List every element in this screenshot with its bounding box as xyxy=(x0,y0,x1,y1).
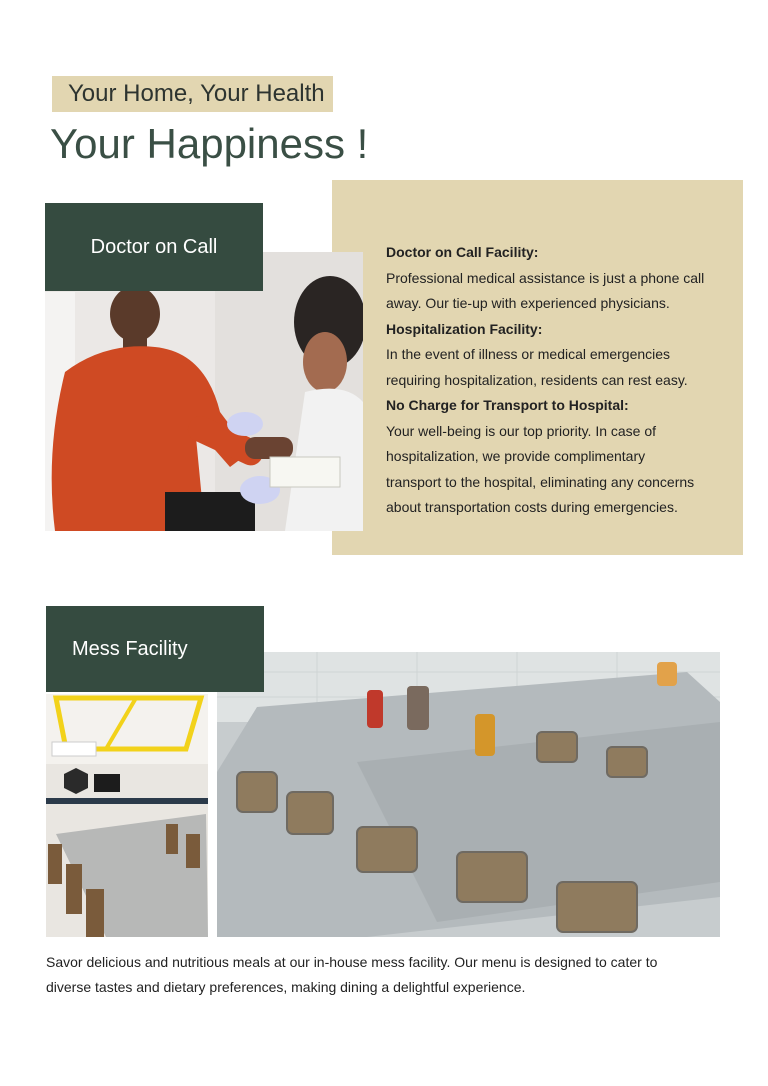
mess-description-line: diverse tastes and dietary preferences, making dining a delightful experience. xyxy=(46,979,526,995)
doctor-on-call-label: Doctor on Call xyxy=(45,203,263,291)
transport-line: hospitalization, we provide complimentary xyxy=(386,448,646,464)
transport-line: transport to the hospital, eliminating any concerns xyxy=(386,473,695,490)
mess-description xyxy=(46,950,726,1000)
mess-hall-photo xyxy=(46,694,208,937)
transport-heading: No Charge for Transport to Hospital: xyxy=(386,397,629,413)
doctor-facility-line: away. Our tie-up with experienced physicians. xyxy=(386,295,670,311)
transport-line: about transportation costs during emergencies. xyxy=(386,499,678,515)
transport-line: Your well-being is our top priority. In case of xyxy=(386,422,657,439)
tagline-banner: Your Home, Your Health xyxy=(52,76,333,112)
mess-tables-photo xyxy=(217,652,720,937)
hospitalization-heading: Hospitalization Facility: xyxy=(386,320,543,337)
page-headline: Your Happiness ! xyxy=(50,120,369,167)
doctor-patient-photo xyxy=(45,252,363,531)
hospitalization-line: In the event of illness or medical emergencies xyxy=(386,346,671,362)
mess-description-line: Savor delicious and nutritious meals at our in-house mess facility. Our menu is designed to cater to xyxy=(46,954,658,970)
doctor-facility-line: Professional medical assistance is just a phone call xyxy=(386,269,705,286)
mess-facility-label: Mess Facility xyxy=(46,606,264,692)
hospitalization-line: requiring hospitalization, residents can rest easy. xyxy=(386,371,688,388)
doctor-facility-text xyxy=(386,240,731,521)
doctor-facility-heading: Doctor on Call Facility: xyxy=(386,244,539,260)
